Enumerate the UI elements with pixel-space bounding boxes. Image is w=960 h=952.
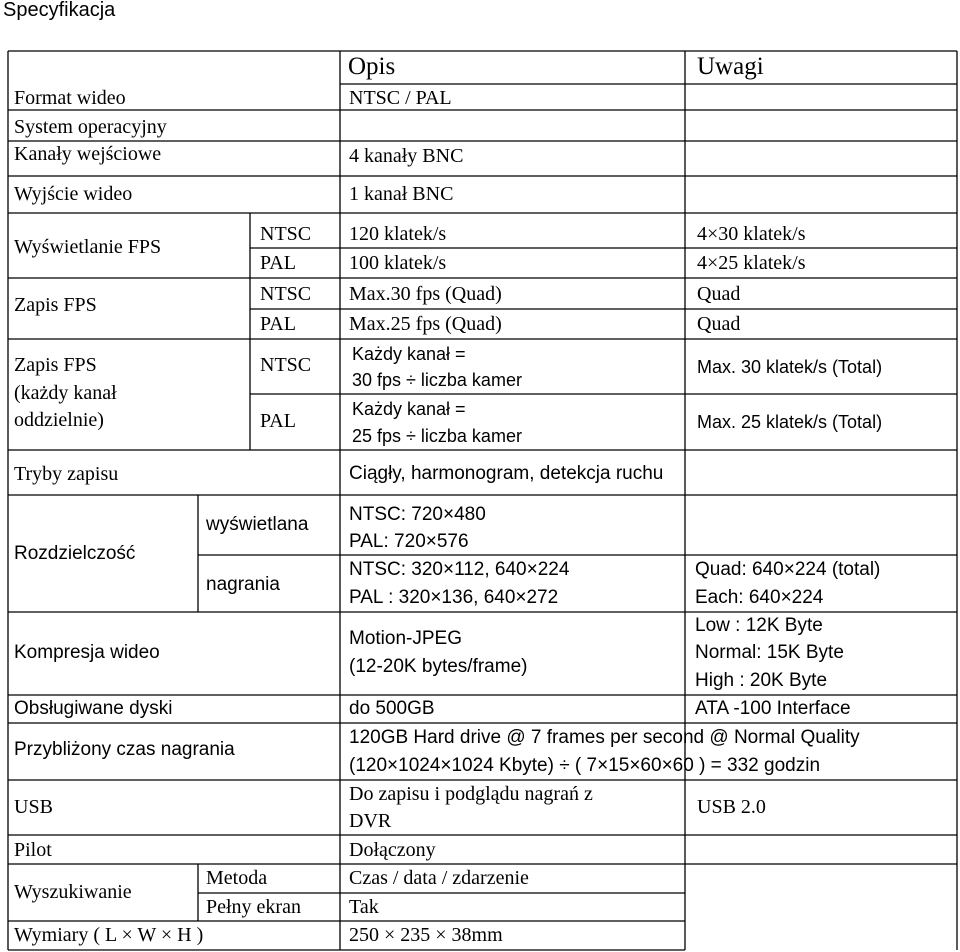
rec-each-ntsc: NTSC	[260, 354, 312, 376]
usb-note: USB 2.0	[697, 796, 766, 818]
label-rec-fps: Zapis FPS	[14, 294, 97, 316]
resolution-record-note2: Each: 640×224	[695, 587, 824, 608]
label-output: Wyjście wideo	[14, 183, 133, 205]
rec-fps-pal-note: Quad	[697, 313, 741, 335]
label-display-fps: Wyświetlanie FPS	[14, 236, 162, 258]
desc-rec-modes: Ciągły, harmonogram, detekcja ruchu	[349, 463, 664, 484]
desc-disks: do 500GB	[349, 698, 435, 719]
display-fps-ntsc: NTSC	[260, 223, 312, 245]
label-rec-time: Przybliżony czas nagrania	[14, 739, 235, 760]
resolution-record-desc2: PAL : 320×136, 640×272	[349, 587, 559, 608]
search-full: Pełny ekran	[206, 896, 301, 918]
compression-desc2: (12-20K bytes/frame)	[349, 656, 528, 677]
label-remote: Pilot	[14, 839, 52, 861]
display-fps-ntsc-desc: 120 klatek/s	[349, 223, 447, 245]
rec-fps-pal-desc: Max.25 fps (Quad)	[349, 313, 502, 335]
resolution-display: wyświetlana	[206, 514, 309, 535]
label-inputs: Kanały wejściowe	[14, 143, 162, 165]
desc-dims: 250 × 235 × 38mm	[349, 924, 503, 946]
page-title: Specyfikacja	[3, 0, 116, 21]
resolution-display-desc1: NTSC: 720×480	[349, 504, 486, 525]
rec-fps-pal: PAL	[260, 313, 296, 335]
display-fps-pal: PAL	[260, 252, 296, 274]
resolution-record: nagrania	[206, 574, 280, 595]
rec-each-pal: PAL	[260, 410, 296, 432]
label-compression: Kompresja wideo	[14, 642, 160, 663]
header-notes: Uwagi	[697, 53, 764, 80]
label-format: Format wideo	[14, 87, 126, 109]
rec-each-ntsc-desc1: Każdy kanał =	[352, 344, 466, 364]
label-os: System operacyjny	[14, 116, 167, 138]
label-rec-fps-each-1: Zapis FPS	[14, 354, 97, 376]
rec-time-desc1: 120GB Hard drive @ 7 frames per second @ Normal Quality	[349, 727, 860, 748]
desc-inputs: 4 kanały BNC	[349, 145, 464, 167]
rec-each-pal-desc1: Każdy kanał =	[352, 399, 466, 419]
resolution-record-desc1: NTSC: 320×112, 640×224	[349, 559, 570, 580]
compression-note2: Normal: 15K Byte	[695, 642, 844, 663]
compression-desc1: Motion-JPEG	[349, 628, 462, 649]
compression-note3: High : 20K Byte	[695, 670, 828, 691]
rec-each-ntsc-desc2: 30 fps ÷ liczba kamer	[352, 370, 522, 390]
header-desc: Opis	[348, 53, 396, 80]
rec-each-pal-note: Max. 25 klatek/s (Total)	[697, 412, 883, 432]
label-usb: USB	[14, 796, 53, 818]
search-method: Metoda	[206, 867, 268, 889]
label-rec-fps-each-3: oddzielnie)	[14, 409, 104, 431]
note-disks: ATA -100 Interface	[695, 698, 851, 719]
compression-note1: Low : 12K Byte	[695, 615, 823, 636]
rec-fps-ntsc-desc: Max.30 fps (Quad)	[349, 283, 502, 305]
rec-each-pal-desc2: 25 fps ÷ liczba kamer	[352, 426, 522, 446]
search-full-desc: Tak	[349, 896, 379, 918]
rec-each-ntsc-note: Max. 30 klatek/s (Total)	[697, 357, 883, 377]
label-disks: Obsługiwane dyski	[14, 698, 173, 719]
rec-fps-ntsc: NTSC	[260, 283, 312, 305]
display-fps-pal-desc: 100 klatek/s	[349, 252, 447, 274]
label-search: Wyszukiwanie	[14, 881, 132, 903]
desc-remote: Dołączony	[349, 839, 436, 861]
search-method-desc: Czas / data / zdarzenie	[349, 867, 529, 889]
resolution-display-desc2: PAL: 720×576	[349, 531, 469, 552]
desc-output: 1 kanał BNC	[349, 183, 454, 205]
display-fps-ntsc-note: 4×30 klatek/s	[697, 223, 806, 245]
usb-desc2: DVR	[349, 810, 392, 832]
label-rec-modes: Tryby zapisu	[14, 463, 119, 485]
usb-desc1: Do zapisu i podglądu nagrań z	[349, 783, 593, 805]
label-resolution: Rozdzielczość	[14, 543, 136, 564]
desc-format: NTSC / PAL	[349, 87, 452, 109]
label-rec-fps-each-2: (każdy kanał	[14, 382, 117, 404]
label-dims: Wymiary ( L × W × H )	[14, 924, 204, 946]
display-fps-pal-note: 4×25 klatek/s	[697, 252, 806, 274]
rec-time-desc2: (120×1024×1024 Kbyte) ÷ ( 7×15×60×60 ) = 332 godzin	[349, 755, 821, 776]
resolution-record-note1: Quad: 640×224 (total)	[695, 559, 881, 580]
rec-fps-ntsc-note: Quad	[697, 283, 741, 305]
